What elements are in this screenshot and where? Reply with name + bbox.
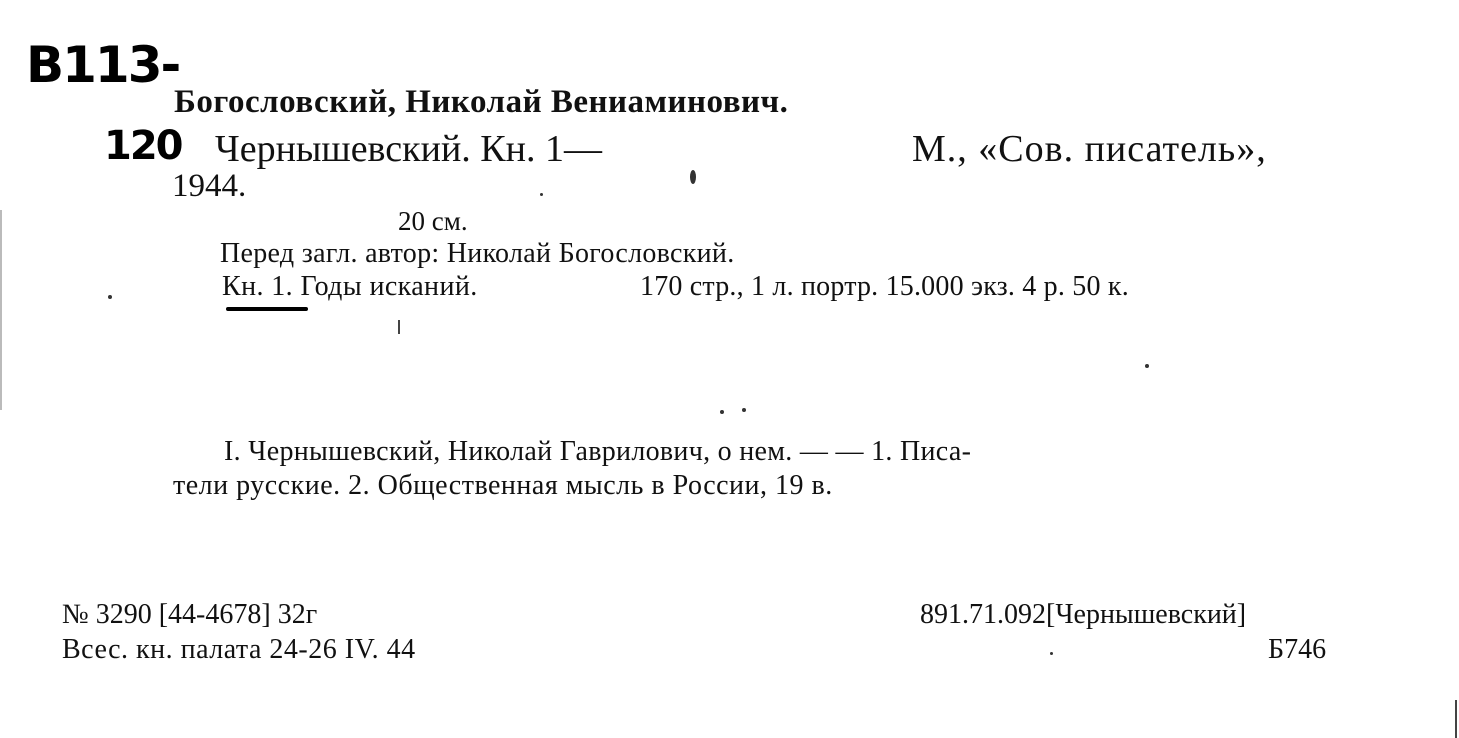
classification-number: 891.71.092[Чернышевский]: [920, 599, 1247, 630]
author-mark: Б746: [1268, 634, 1327, 665]
scan-line: [1455, 700, 1457, 738]
scan-line: [0, 210, 2, 410]
author-heading: Богословский, Николай Вениаминович.: [174, 84, 789, 120]
volume-title: Кн. 1. Годы исканий.: [222, 271, 478, 302]
scan-speck: [1145, 364, 1149, 368]
scan-line: [398, 320, 400, 334]
book-chamber-imprint: Всес. кн. палата 24-26 IV. 44: [62, 634, 416, 665]
subject-tracing-line-2: тели русские. 2. Общественная мысль в России, 19 в.: [173, 470, 833, 501]
publisher: М., «Сов. писатель»,: [912, 128, 1267, 170]
scan-speck: [540, 193, 543, 196]
publication-year: 1944.: [172, 168, 247, 204]
volume-details: 170 стр., 1 л. портр. 15.000 экз. 4 р. 50 к.: [640, 271, 1129, 302]
record-number: № 3290 [44-4678] 32г: [62, 599, 318, 630]
scan-speck: [742, 408, 746, 412]
ink-underline: [226, 307, 308, 311]
scan-speck: [690, 170, 696, 184]
handwritten-call-number-top: B113-: [26, 36, 180, 94]
title-line: Чернышевский. Кн. 1—: [215, 128, 602, 170]
scan-speck: [1050, 652, 1053, 655]
author-note: Перед загл. автор: Николай Богословский.: [220, 238, 735, 269]
physical-size: 20 см.: [398, 206, 468, 236]
scan-speck: [720, 410, 724, 414]
subject-tracing-line-1: I. Чернышевский, Николай Гаврилович, о нем. — — 1. Писа-: [224, 436, 972, 467]
scan-speck: [108, 295, 112, 299]
handwritten-call-number-bottom: 120: [104, 123, 182, 169]
